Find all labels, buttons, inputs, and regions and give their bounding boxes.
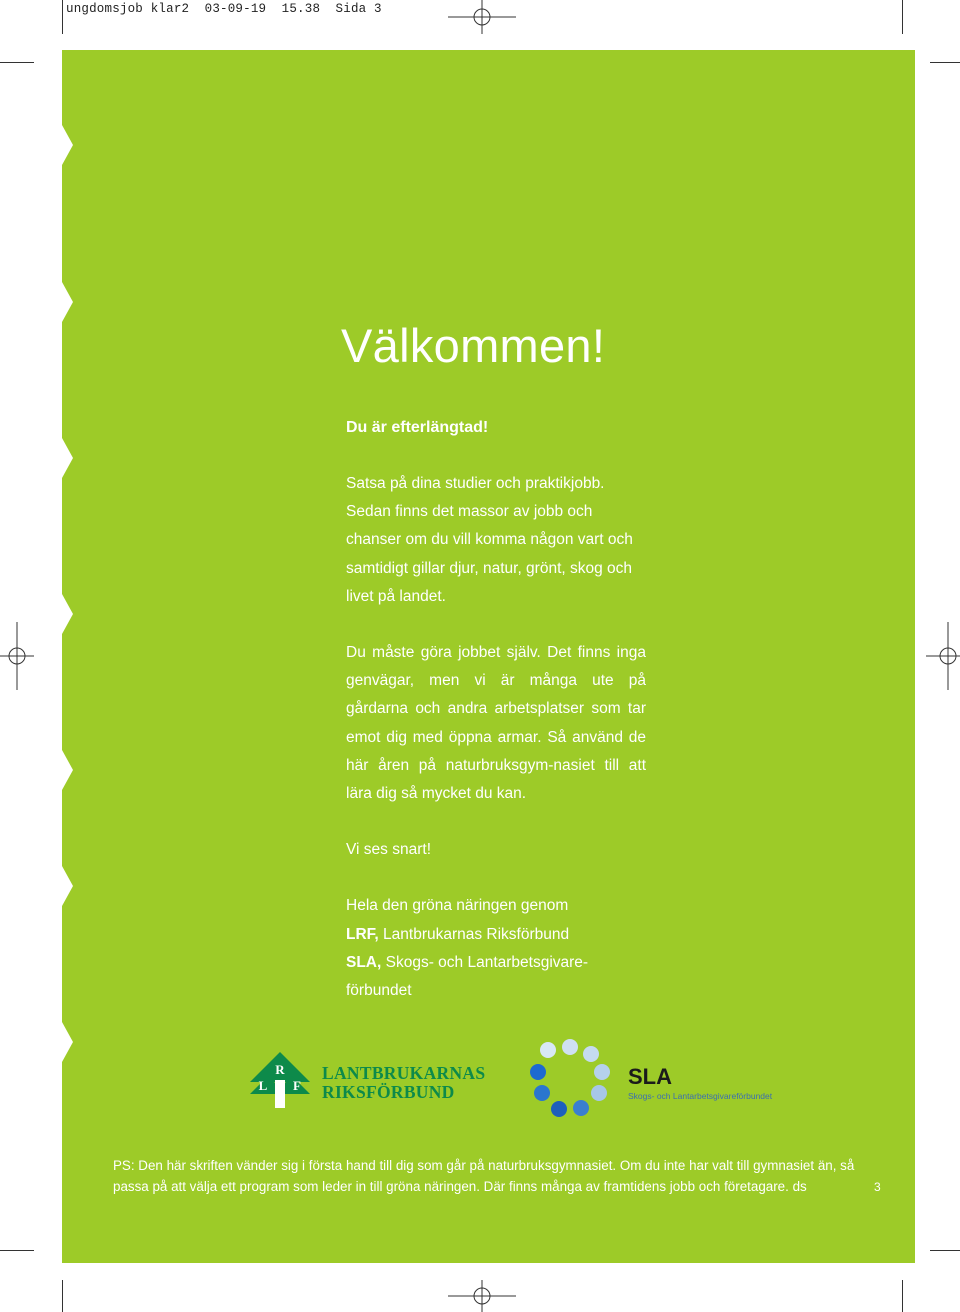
org-abbr: LRF, [346,925,379,943]
subtitle: Du är efterlängtad! [346,419,489,436]
registration-mark-icon [0,622,34,690]
lrf-logo-text [322,1064,485,1102]
edge-tick [62,1022,73,1062]
ps-note: PS: Den här skriften vänder sig i första hand till dig som går på naturbruksgymnasiet. Om du inte har valt till gymnasiet än, så passa på att välja ett program som leder in till gröna näringen. Där finns många av framtidens jobb och företagare. ds [113,1158,855,1194]
crop-mark [0,62,34,63]
edge-tick [62,750,73,790]
registration-mark-icon [448,0,516,34]
closing-line: Vi ses snart! [346,841,432,859]
lrf-line1: LANTBRUKARNAS [322,1063,486,1083]
crop-mark [930,1250,960,1251]
lrf-letter-r: R [275,1062,285,1077]
welcome-text-block [341,318,646,1005]
page-title: Välkommen! [341,319,606,372]
edge-tick [62,438,73,478]
signature-org-sla [346,949,646,1005]
signature-block [346,892,646,1005]
sla-logo-icon [528,1038,614,1124]
org-abbr: SLA, [346,953,382,971]
crop-mark [902,0,903,34]
crop-mark [930,62,960,63]
signature-org-lrf [346,921,646,949]
sla-logo-subtitle: Skogs- och Lantarbetsgivareförbundet [628,1091,773,1101]
slug-line: ungdomsjob klar2 03-09-19 15.38 Sida 3 [66,2,382,16]
intro-paragraph: Satsa på dina studier och praktikjobb. Sedan finns det massor av jobb och chanser om du vill komma någon vart och samtidigt gillar djur, natur, grönt, skog och livet på landet. [346,475,633,605]
edge-tick [62,866,73,906]
edge-tick [62,125,73,165]
signature-intro: Hela den gröna näringen genom [346,897,569,915]
registration-mark-icon [926,622,960,690]
crop-mark [0,1250,34,1251]
registration-mark-icon [448,1280,516,1312]
page-number: 3 [874,1180,881,1194]
edge-tick [62,594,73,634]
lrf-line2: RIKSFÖRBUND [322,1082,455,1102]
sla-logo-name: SLA [628,1064,672,1089]
crop-mark [62,1280,63,1312]
lrf-letter-l: L [258,1078,268,1093]
lrf-logo-icon [246,1050,314,1112]
org-name: Skogs- och Lantarbetsgivare-förbundet [346,953,589,1000]
crop-mark [902,1280,903,1312]
crop-mark [62,0,63,34]
body-paragraph: Du måste göra jobbet själv. Det finns inga genvägar, men vi är många ute på gårdarna och andra arbetsplatser som tar emot dig med öppna armar. Så använd de här åren på naturbruksgym-nasiet till att lära dig så mycket du kan. [346,644,646,803]
edge-tick [62,282,73,322]
org-name: Lantbrukarnas Riksförbund [378,925,570,943]
lrf-letter-f: F [293,1078,301,1093]
